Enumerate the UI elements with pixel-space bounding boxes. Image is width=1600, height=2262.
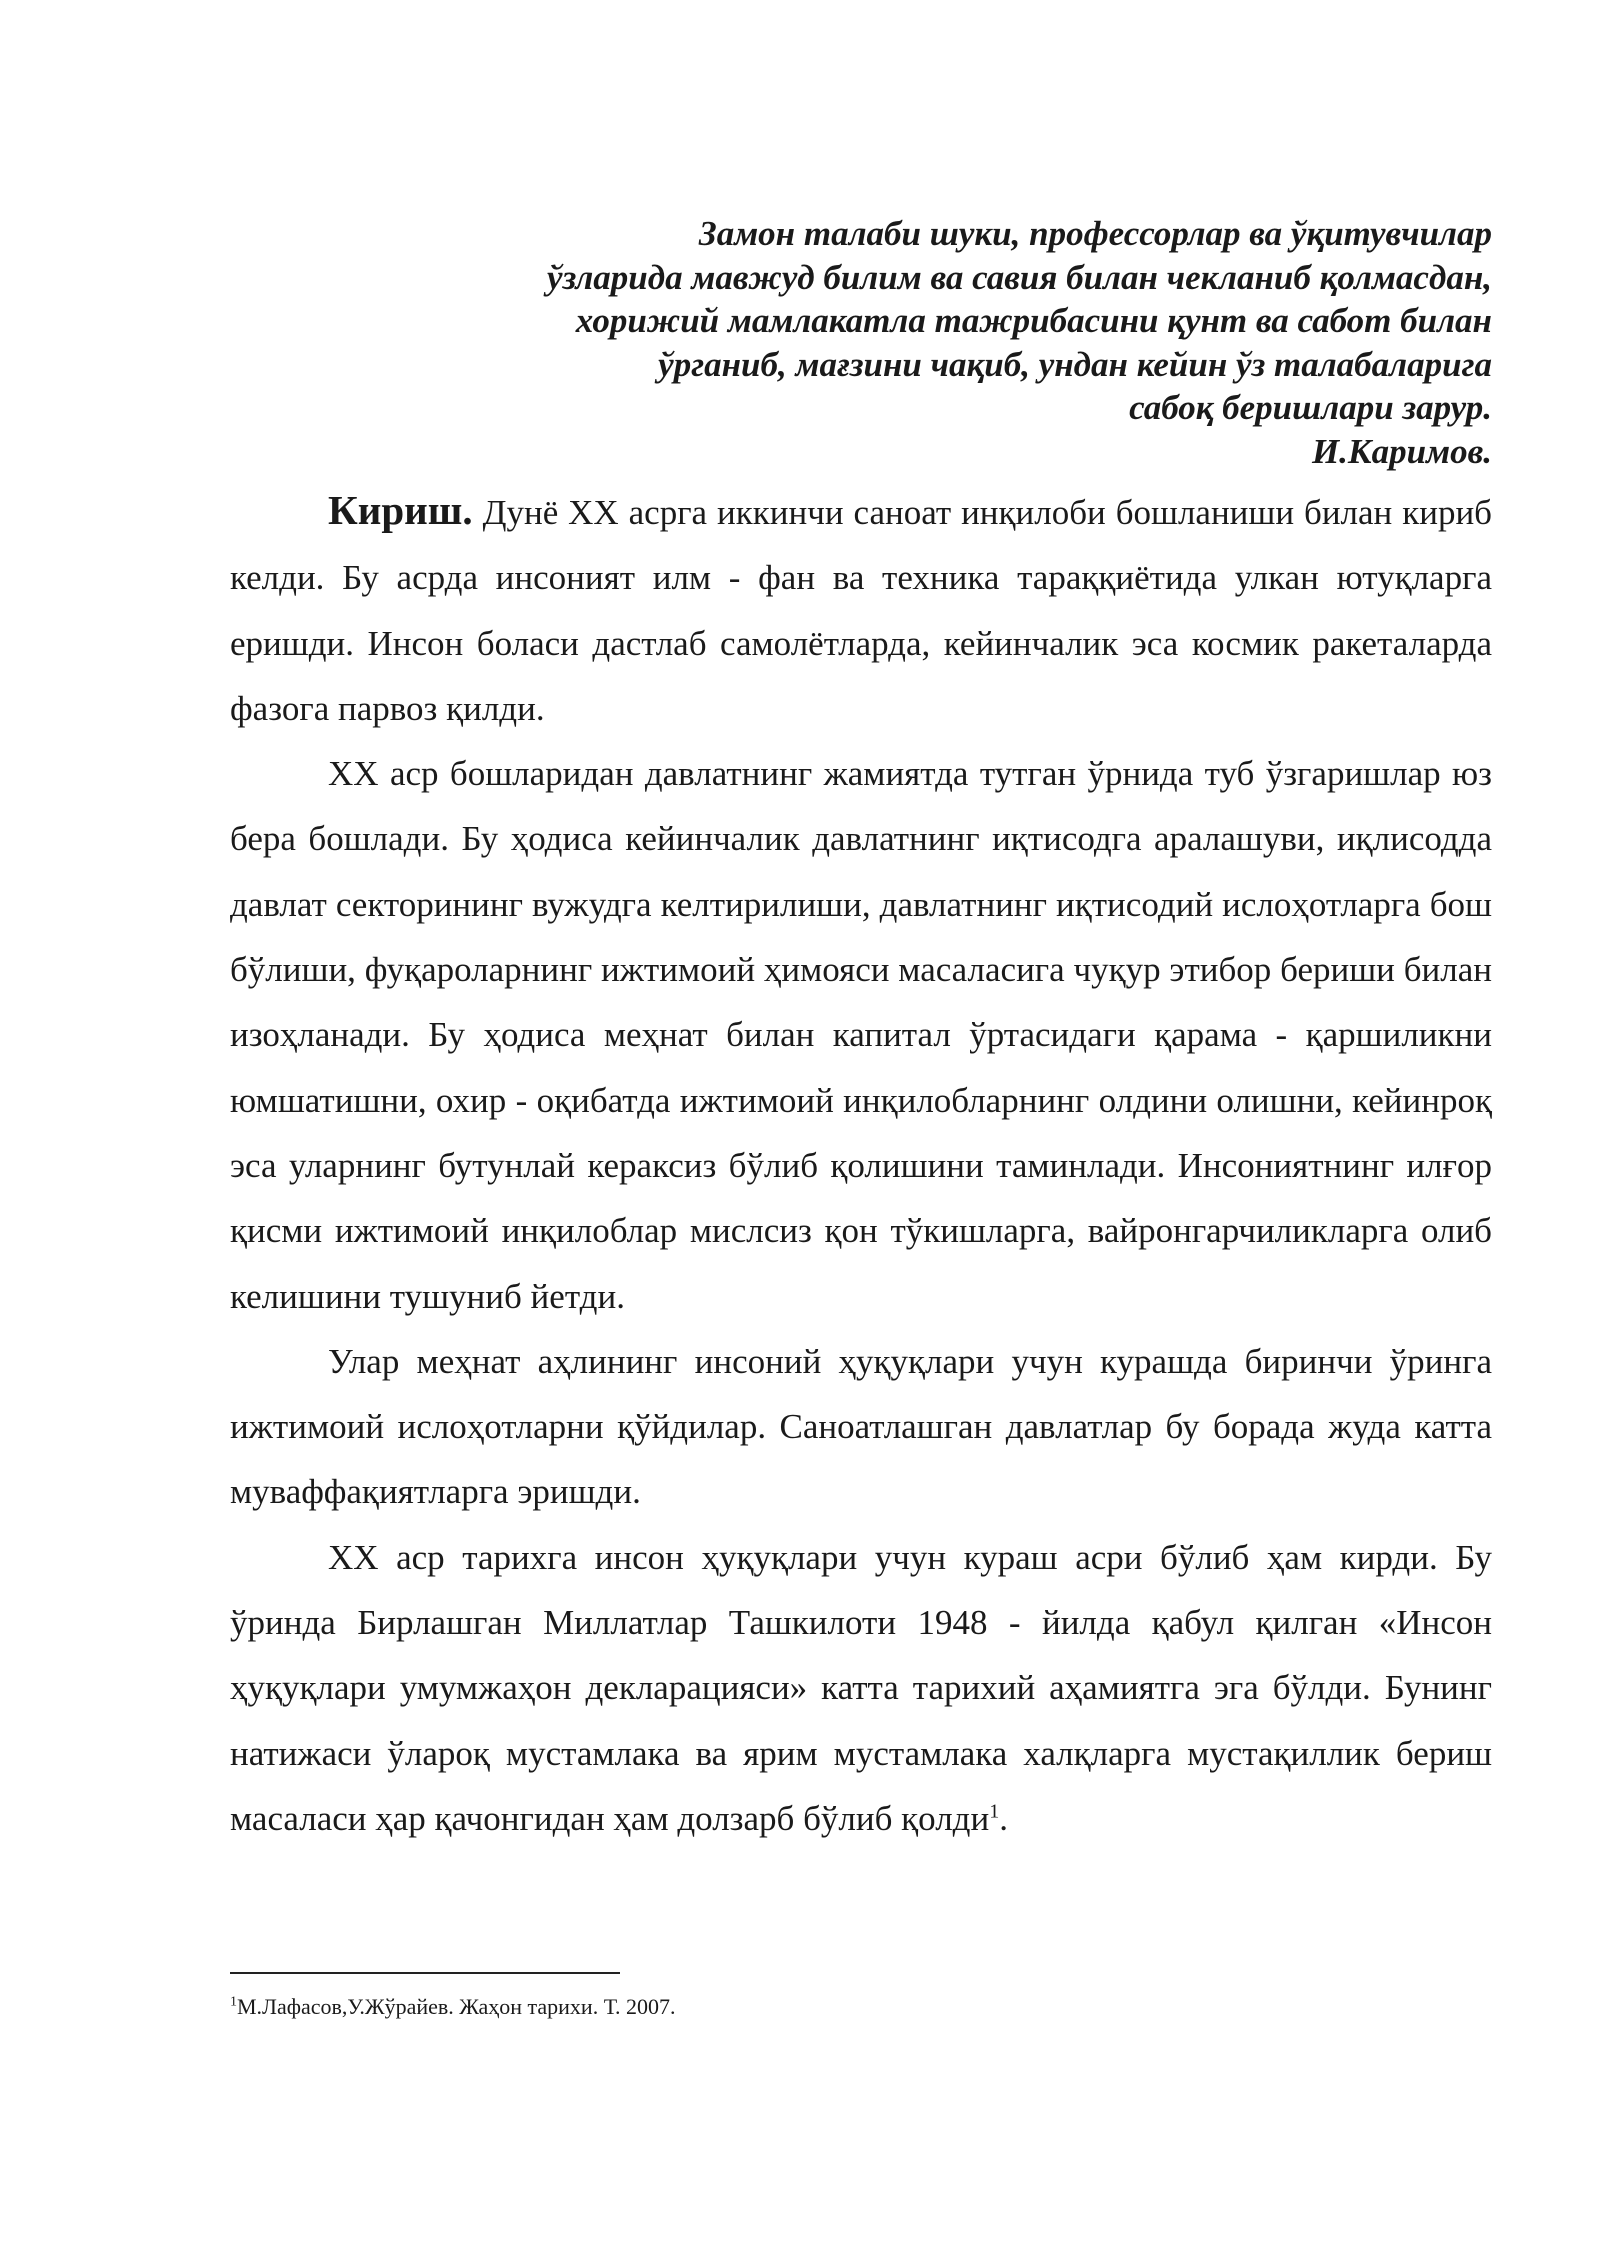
footnote-reference[interactable]: 1 bbox=[989, 1800, 1000, 1823]
footnote-text: М.Лафасов,У.Жўрайев. Жаҳон тарихи. Т. 2007. bbox=[237, 1994, 676, 2019]
body-paragraph-last bbox=[230, 1525, 1492, 1851]
last-paragraph-text: ХХ аср тарихга инсон ҳуқуқлари учун кураш асри бўлиб ҳам кирди. Бу ўринда Бирлашган Миллатлар Ташкилоти 1948 - йилда қабул қилган «Инсон ҳуқуқлари умумжаҳон декларацияси» катта тарихий аҳамиятга эга бўлди. Бунинг натижаси ўлароқ мустамлака ва ярим мустамлака халқларга мустақиллик бериш масаласи ҳар қачонгидан ҳам долзарб бўлиб қолди bbox=[230, 1537, 1492, 1838]
last-paragraph-end: . bbox=[999, 1798, 1008, 1838]
epigraph bbox=[380, 212, 1492, 473]
epigraph-line: ўрганиб, мағзини чақиб, ундан кейин ўз талабаларига bbox=[658, 344, 1492, 384]
epigraph-line: сабоқ беришлари зарур. bbox=[1129, 388, 1492, 427]
footnote-number: 1 bbox=[230, 1994, 237, 2010]
footnote-separator bbox=[230, 1972, 620, 1974]
epigraph-line: ўзларида мавжуд билим ва савия билан чекланиб қолмасдан, bbox=[547, 257, 1492, 297]
document-body bbox=[230, 478, 1492, 1851]
epigraph-author: И.Каримов. bbox=[1311, 431, 1492, 471]
body-paragraph: ХХ аср бошларидан давлатнинг жамиятда тутган ўрнида туб ўзгаришлар юз бера бошлади. Бу ҳодиса кейинчалик давлатнинг иқтисодга аралашуви, иқлисодда давлат секторининг вужудга келтирилиши, давлатнинг иқтисодий ислоҳотларга бош бўлиши, фуқароларнинг ижтимоий ҳимояси масаласига чуқур этибор бериши билан изоҳланади. Бу ҳодиса меҳнат билан капитал ўртасидаги қарама - қаршиликни юмшатишни, охир - оқибатда ижтимоий инқилобларнинг олдини олишни, кейинроқ эса уларнинг бутунлай кераксиз бўлиб қолишини таминлади. Инсониятнинг илғор қисми ижтимоий инқилоблар мислсиз қон тўкишларга, вайронгарчиликларга олиб келишини тушуниб йетди. bbox=[230, 754, 1492, 1316]
footnote bbox=[230, 1992, 675, 2022]
intro-text: Дунё ХХ асрга иккинчи саноат инқилоби бошланиши билан кириб келди. Бу асрда инсоният илм - фан ва техника тараққиётида улкан ютуқларга еришди. Инсон боласи дастлаб самолётларда, кейинчалик эса космик ракеталарда фазога парвоз қилди. bbox=[230, 493, 1492, 728]
intro-paragraph bbox=[230, 478, 1492, 741]
epigraph-line: Замон талаби шуки, профессорлар ва ўқитувчилар bbox=[698, 214, 1492, 253]
epigraph-line: хорижий мамлакатла тажрибасини қунт ва сабот билан bbox=[575, 301, 1492, 340]
body-paragraph: Улар меҳнат аҳлининг инсоний ҳуқуқлари учун курашда биринчи ўринга ижтимоий ислоҳотларни қўйдилар. Саноатлашган давлатлар бу борада жуда катта муваффақиятларга эришди. bbox=[230, 1341, 1492, 1512]
section-heading: Кириш. bbox=[328, 487, 473, 533]
